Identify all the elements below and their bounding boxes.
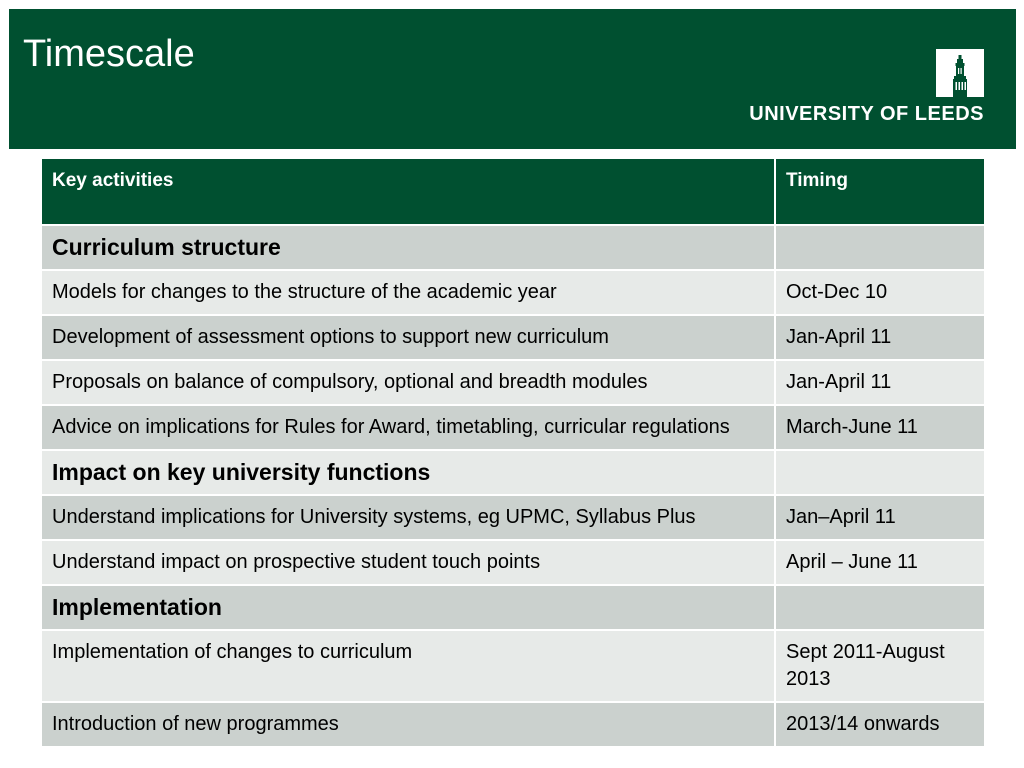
timing-cell: Jan-April 11 <box>775 360 985 405</box>
section-title: Implementation <box>41 585 775 630</box>
timing-cell: Jan-April 11 <box>775 315 985 360</box>
slide-title: Timescale <box>23 33 195 75</box>
table-row <box>41 630 985 702</box>
table-row <box>41 540 985 585</box>
header-banner <box>9 9 1016 149</box>
table-row <box>41 405 985 450</box>
table-row <box>41 270 985 315</box>
section-row-curriculum-structure <box>41 225 985 270</box>
table-header-row <box>41 158 985 225</box>
section-timing-empty <box>775 225 985 270</box>
timing-cell: March-June 11 <box>775 405 985 450</box>
table-row <box>41 495 985 540</box>
activity-cell: Development of assessment options to support new curriculum <box>41 315 775 360</box>
section-title: Curriculum structure <box>41 225 775 270</box>
activity-cell: Models for changes to the structure of the academic year <box>41 270 775 315</box>
activity-cell: Proposals on balance of compulsory, optional and breadth modules <box>41 360 775 405</box>
timing-cell: April – June 11 <box>775 540 985 585</box>
header-timing: Timing <box>775 158 985 225</box>
section-title: Impact on key university functions <box>41 450 775 495</box>
parkinson-tower-icon <box>936 49 984 97</box>
table-row <box>41 702 985 747</box>
activity-cell: Advice on implications for Rules for Award, timetabling, curricular regulations <box>41 405 775 450</box>
timescale-table <box>40 157 986 748</box>
section-row-implementation <box>41 585 985 630</box>
section-timing-empty <box>775 585 985 630</box>
timescale-table-container <box>40 157 984 748</box>
section-timing-empty <box>775 450 985 495</box>
timing-cell: Oct-Dec 10 <box>775 270 985 315</box>
table-row <box>41 315 985 360</box>
activity-cell: Implementation of changes to curriculum <box>41 630 775 702</box>
section-row-impact-on-key-university-functions <box>41 450 985 495</box>
timing-cell: Sept 2011-August 2013 <box>775 630 985 702</box>
university-logo <box>724 49 984 129</box>
activity-cell: Understand impact on prospective student touch points <box>41 540 775 585</box>
activity-cell: Introduction of new programmes <box>41 702 775 747</box>
timing-cell: Jan–April 11 <box>775 495 985 540</box>
table-row <box>41 360 985 405</box>
timing-cell: 2013/14 onwards <box>775 702 985 747</box>
activity-cell: Understand implications for University systems, eg UPMC, Syllabus Plus <box>41 495 775 540</box>
header-key-activities: Key activities <box>41 158 775 225</box>
university-logo-text: UNIVERSITY OF LEEDS <box>749 103 984 125</box>
